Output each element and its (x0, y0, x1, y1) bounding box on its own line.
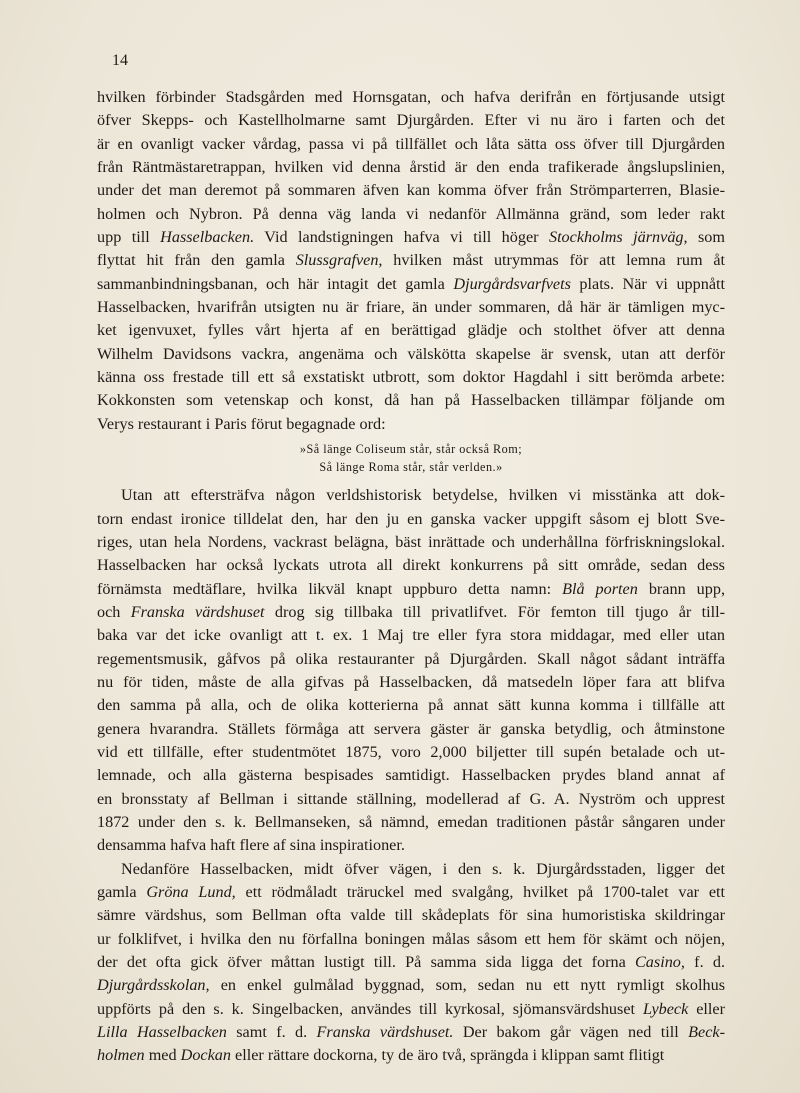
text-segment: densamma hafva haft flere af sina inspirationer. (97, 836, 405, 855)
text-line (97, 788, 725, 811)
text-line (97, 624, 725, 647)
text-line (97, 998, 725, 1021)
text-line (97, 1044, 725, 1067)
text-segment: som (687, 228, 725, 247)
text-line (97, 366, 725, 389)
paragraph-1 (97, 86, 725, 436)
text-segment: Wilhelm Davidsons vackra, angenäma och välskötta skapelse är svensk, utan att derför (97, 344, 725, 363)
text-segment: Dockan (180, 1046, 231, 1065)
text-segment: flyttat hit från den gamla (97, 251, 296, 270)
text-segment: vid ett tillfälle, efter studentmötet 1875, voro 2,000 biljetter till supén betalade och ut- (97, 742, 725, 761)
text-segment: Utan att eftersträfva någon verldshistorisk betydelse, hvilken vi misstänka att dok- (121, 486, 725, 505)
text-segment: f. d. (684, 953, 725, 972)
text-segment: Hasselbacken, hvarifrån utsigten nu är friare, än under sommaren, då här är tämligen myc- (97, 298, 725, 317)
text-segment: gamla (97, 883, 147, 901)
text-segment: Nedanföre Hasselbacken, midt öfver vägen, i den s. k. Djurgårdsstaden, ligger det (121, 859, 725, 878)
text-segment: Lybeck (642, 999, 689, 1018)
text-segment: den samma på alla, och de olika kotterierna på annat sätt kunna komma i tillfälle att (97, 696, 725, 715)
text-segment: under det man deremot på sommaren äfven kan komma öfver från Strömparterren, Blasie- (97, 181, 725, 200)
text-segment: öfver Skepps- och Kastellholmarne samt Djurgården. Efter vi nu äro i farten och det (97, 111, 725, 130)
text-segment: holmen (97, 1046, 145, 1065)
text-segment: Der bakom går vägen ned till (453, 1023, 689, 1042)
text-line (97, 974, 725, 997)
text-segment: lemnade, och alla gästerna bespisades samtidigt. Hasselbacken prydes bland annat af (97, 766, 725, 785)
text-line (97, 273, 725, 296)
text-segment: hvilken måst utrymmas för att lemna rum åt (382, 251, 726, 270)
text-segment: drog sig tillbaka till privatlifvet. För femton till tjugo år till- (264, 602, 725, 621)
text-segment: regementsmusik, gåfvos på olika restauranter på Djurgården. Skall något sådant inträffa (97, 649, 725, 668)
text-segment: Hasselbacken har också lyckats utrota all direkt konkurrens på sitt område, sedan dess (97, 556, 725, 575)
text-segment: Kokkonsten som vetenskap och konst, då han på Hasselbacken tillämpar följande om (97, 391, 725, 410)
text-line (97, 578, 725, 601)
text-line (97, 764, 725, 787)
text-line (97, 343, 725, 366)
quote-line: Så länge Roma står, står verlden.» (319, 460, 503, 475)
text-line (97, 319, 725, 342)
text-segment: Djurgårdsskolan, (97, 976, 210, 995)
text-segment: holmen och Nybron. På denna väg landa vi nedanför Allmänna gränd, som leder rakt (97, 204, 725, 223)
text-line (97, 86, 725, 109)
text-segment: Blå porten (562, 579, 638, 598)
text-segment: nu för tiden, måste de alla gifvas på Hasselbacken, då matsedeln löper fara att blifva (97, 672, 725, 691)
text-segment: torn endast ironice tilldelat den, har den ju en ganska vacker uppgift såsom ej blott Sve- (97, 509, 725, 528)
text-line (97, 133, 725, 156)
text-line (97, 296, 725, 319)
text-segment: Vid landstigningen hafva vi till höger (254, 228, 549, 247)
text-segment: Casino, (635, 953, 685, 972)
page-number: 14 (112, 52, 128, 69)
text-line (97, 671, 725, 694)
text-segment: eller (688, 999, 725, 1018)
text-line (97, 179, 725, 202)
quote-line: »Så länge Coliseum står, står också Rom; (299, 442, 523, 457)
text-segment: Hasselbacken. (160, 228, 255, 247)
text-line (97, 834, 725, 857)
text-segment: 1872 under den s. k. Bellmanseken, så nämnd, emedan traditionen påstår sångaren under (97, 812, 725, 831)
text-segment: ket igenvuxet, fylles vårt hjerta af en berättigad glädje och stolthet öfver att denna (97, 321, 725, 340)
text-segment: Gröna Lund, (146, 883, 236, 901)
text-line (97, 226, 725, 249)
text-line (97, 554, 725, 577)
text-segment: sämre värdshus, som Bellman ofta valde till skådeplats för sina humoristiska skildringar (97, 906, 725, 925)
text-line (97, 249, 725, 272)
text-segment: samt f. d. (226, 1023, 317, 1042)
text-segment: sammanbindningsbanan, och här intagit det gamla (97, 274, 454, 293)
text-segment: från Räntmästaretrappan, hvilken vid denna årstid är den enda trafikerade ångslupslinien, (97, 158, 725, 177)
text-line (97, 811, 725, 834)
text-line (97, 648, 725, 671)
block-quote (97, 440, 725, 476)
text-line (97, 109, 725, 132)
text-segment: är en ovanligt vacker vårdag, passa vi på tillfället och låta sätta oss öfver till Djurgården (97, 134, 725, 153)
text-line (97, 741, 725, 764)
text-segment: Lilla Hasselbacken (97, 1023, 227, 1042)
paragraph-2 (97, 484, 725, 858)
text-segment: brann upp, (637, 579, 725, 598)
text-segment: riges, utan hela Nordens, vackrast belägna, bäst inrättade och underhållna förfriskningslokal. (97, 532, 725, 551)
text-segment: Slussgrafven, (295, 251, 383, 270)
text-segment: känna oss frestade till ett så exstatiskt utbrott, som doktor Hagdahl i sitt berömda arbete: (97, 368, 725, 387)
text-line (97, 508, 725, 531)
text-segment: förnämsta medtäflare, hvilka likväl knapt uppburo detta namn: (97, 579, 563, 598)
text-line (97, 413, 725, 436)
text-line (97, 718, 725, 741)
text-segment: eller rättare dockorna, ty de äro två, sprängda i klippan samt flitigt (230, 1046, 665, 1065)
text-segment: med (144, 1046, 181, 1065)
text-line (97, 531, 725, 554)
text-line (97, 904, 725, 927)
text-segment: en bronsstaty af Bellman i sittande ställning, modellerad af G. A. Nyström och upprest (97, 789, 725, 808)
text-line (97, 601, 725, 624)
text-line (97, 203, 725, 226)
text-line (97, 881, 725, 904)
text-line (97, 694, 725, 717)
text-line (97, 156, 725, 179)
text-segment: och (97, 602, 131, 621)
text-segment: Djurgårdsvarfvets (453, 274, 571, 293)
text-segment: Beck- (688, 1023, 725, 1042)
text-segment: uppförts på den s. k. Singelbacken, användes till kyrkosal, sjömansvärdshuset (97, 999, 643, 1018)
text-line (97, 858, 725, 881)
text-segment: baka var det icke ovanligt att t. ex. 1 Maj tre eller fyra stora middagar, med eller utan (97, 626, 725, 645)
text-line (97, 484, 725, 507)
text-segment: upp till (97, 228, 161, 247)
text-segment: ett rödmåladt träruckel med svalgång, hvilket på 1700-talet var ett (235, 883, 726, 901)
text-segment: en enkel gulmålad byggnad, som, sedan nu ett nytt rymligt skolhus (209, 976, 725, 995)
text-segment: Verys restaurant i Paris förut begagnade ord: (97, 414, 386, 433)
text-segment: Franska värdshuset (130, 602, 265, 621)
text-segment: Stockholms järnväg, (548, 228, 688, 247)
text-line (97, 389, 725, 412)
text-segment: der det ofta gick öfver måttan lustigt till. På samma sida ligga det forna (97, 953, 635, 972)
text-line (97, 928, 725, 951)
text-segment: genera hvarandra. Ställets förmåga att servera gäster är ganska betydlig, och åtminstone (97, 719, 725, 738)
body-text (97, 86, 725, 1068)
paragraph-3 (97, 858, 725, 1068)
text-segment: Franska värdshuset. (316, 1023, 454, 1042)
text-segment: plats. När vi uppnått (570, 274, 726, 293)
text-line (97, 951, 725, 974)
text-segment: ur folklifvet, i hvilka den nu förfallna boningen målas såsom ett hem för skämt och nöjen, (97, 929, 725, 948)
text-line (97, 1021, 725, 1044)
text-segment: hvilken förbinder Stadsgården med Hornsgatan, och hafva derifrån en förtjusande utsigt (97, 88, 725, 106)
